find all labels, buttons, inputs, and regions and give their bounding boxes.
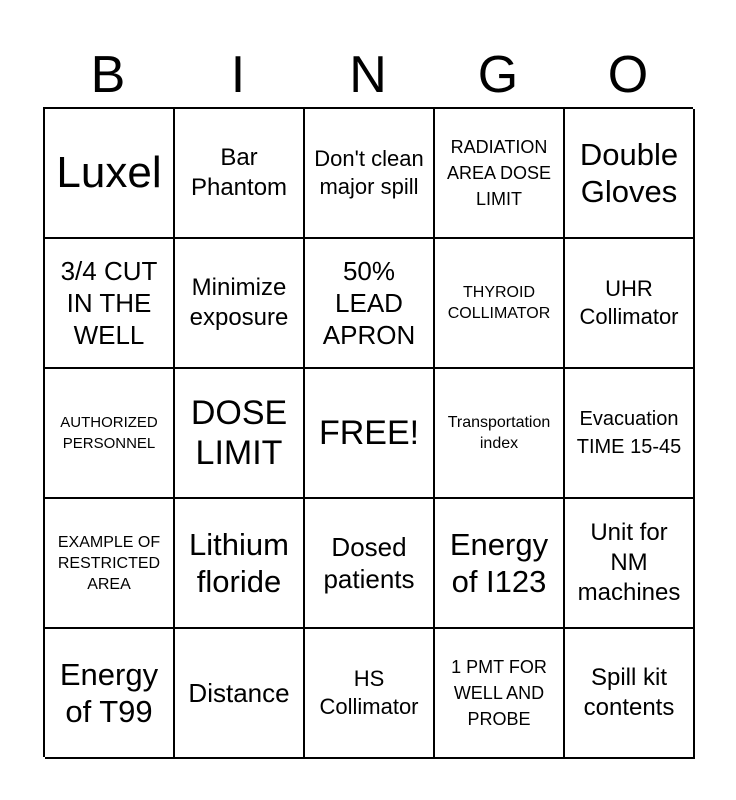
free-space-text: FREE! [318,414,420,452]
cell-text: Don't clean major spill [314,146,424,199]
bingo-cell[interactable] [565,369,695,499]
bingo-cell[interactable] [305,239,435,369]
bingo-cell[interactable] [175,109,305,239]
cell-text: DOSE LIMIT [190,394,288,472]
cell-text: UHR Collimator [579,276,679,329]
bingo-cell[interactable] [45,369,175,499]
bingo-cell[interactable] [565,629,695,759]
bingo-cell[interactable] [45,499,175,629]
cell-text: Unit for NM machines [577,519,681,606]
cell-text: RADIATION AREA DOSE LIMIT [446,137,552,209]
bingo-cell[interactable] [565,109,695,239]
bingo-cell[interactable] [305,499,435,629]
cell-text: Energy of I123 [449,527,549,599]
bingo-cell[interactable] [565,239,695,369]
cell-text: 50% LEAD APRON [322,256,416,350]
cell-text: HS Collimator [319,666,419,719]
cell-text: AUTHORIZED PERSONNEL [60,414,158,452]
cell-text: EXAMPLE OF RESTRICTED AREA [57,533,161,593]
bingo-cell[interactable] [175,629,305,759]
cell-text: Spill kit contents [583,664,675,721]
cell-text: 3/4 CUT IN THE WELL [60,256,158,350]
free-space-cell[interactable] [305,369,435,499]
cell-text: Energy of T99 [59,657,159,729]
bingo-cell[interactable] [305,109,435,239]
bingo-cell[interactable] [435,109,565,239]
header-letter-i: I [230,46,246,104]
bingo-cell[interactable] [435,499,565,629]
cell-text: Transportation index [447,414,551,452]
cell-text: Distance [188,678,290,708]
header-letter-o: O [607,46,649,104]
bingo-cell[interactable] [305,629,435,759]
bingo-cell[interactable] [45,109,175,239]
cell-text: Minimize exposure [189,274,289,331]
bingo-board [43,107,693,757]
cell-text: Dosed patients [323,532,415,594]
cell-text: 1 PMT FOR WELL AND PROBE [451,657,547,729]
cell-text: Lithium floride [189,527,289,599]
header-letter-b: B [90,46,126,104]
bingo-cell[interactable] [565,499,695,629]
bingo-cell[interactable] [175,499,305,629]
cell-text: Evacuation TIME 15-45 [576,408,682,458]
bingo-cell[interactable] [435,239,565,369]
header-letter-g: G [477,46,519,104]
cell-text: THYROID COLLIMATOR [447,284,551,322]
header-letter-n: N [349,46,387,104]
cell-text: Bar Phantom [190,144,288,201]
bingo-header [43,44,693,106]
cell-text: Luxel [56,148,162,197]
bingo-cell[interactable] [45,629,175,759]
bingo-cell[interactable] [45,239,175,369]
bingo-cell[interactable] [175,369,305,499]
bingo-cell[interactable] [435,629,565,759]
bingo-cell[interactable] [175,239,305,369]
cell-text: Double Gloves [579,137,679,209]
bingo-cell[interactable] [435,369,565,499]
